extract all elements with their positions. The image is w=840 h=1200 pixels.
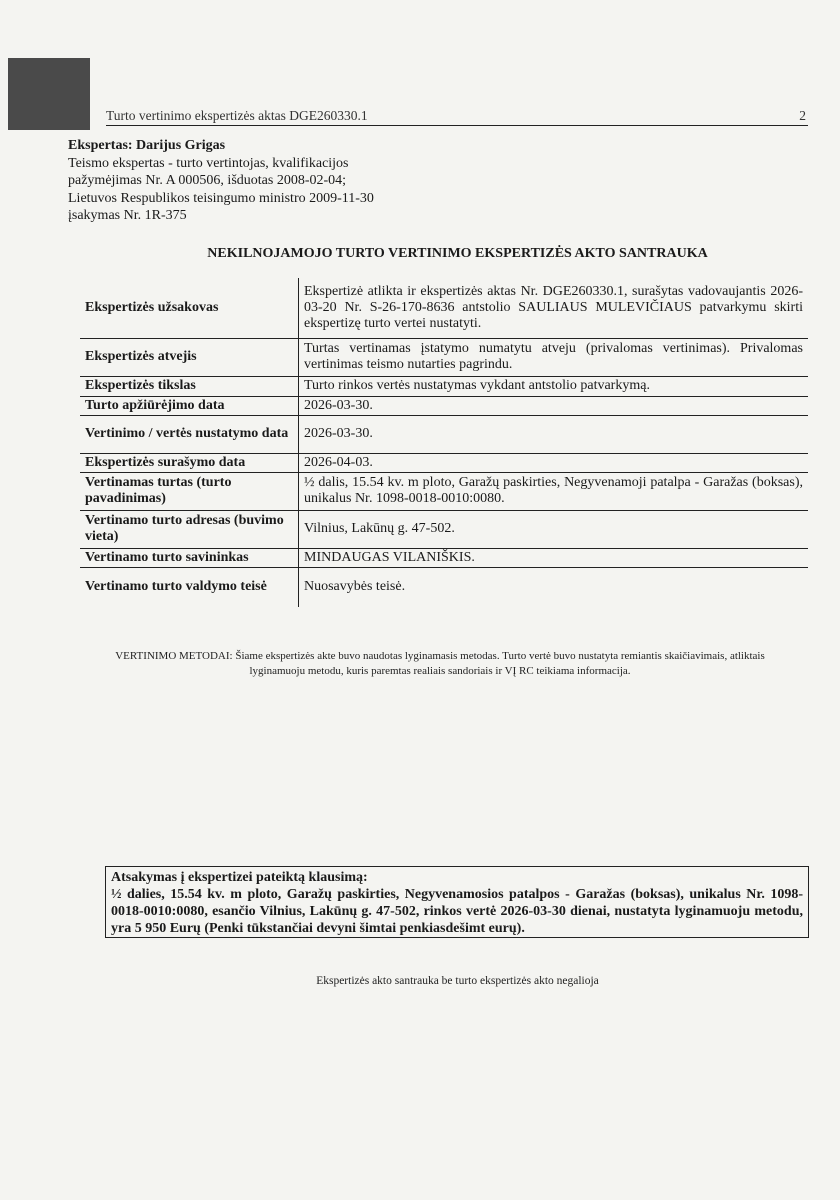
table-row — [80, 453, 808, 472]
scan-corner-mark — [8, 58, 90, 130]
table-row — [80, 510, 808, 548]
expert-line: Lietuvos Respublikos teisingumo ministro 2009-11-30 — [68, 190, 374, 206]
table-row — [80, 396, 808, 415]
row-label: Turto apžiūrėjimo data — [85, 397, 225, 413]
row-label: Vertinamo turto valdymo teisė — [85, 579, 267, 595]
row-value: Vilnius, Lakūnų g. 47-502. — [299, 510, 809, 548]
expert-line: Teismo ekspertas - turto vertintojas, kvalifikacijos — [68, 155, 349, 171]
row-value: 2026-04-03. — [299, 453, 809, 472]
section-title: NEKILNOJAMOJO TURTO VERTINIMO EKSPERTIZĖS AKTO SANTRAUKA — [207, 246, 708, 261]
row-label: Ekspertizės užsakovas — [85, 299, 219, 315]
row-value: Nuosavybės teisė. — [299, 567, 809, 607]
table-row — [80, 415, 808, 453]
expert-line: įsakymas Nr. 1R-375 — [68, 208, 187, 223]
header-title: Turto vertinimo ekspertizės aktas DGE260330.1 — [106, 108, 368, 123]
valuation-methods: VERTINIMO METODAI: Šiame ekspertizės akte buvo naudotas lyginamasis metodas. Turto vertė buvo nustatyta remiantis skaičiavimais, atliktais lyginamuoju metodu, kuris paremtas realiais sandoriais ir VĮ RC teikiama informacija. — [115, 650, 765, 677]
row-value: Ekspertizė atlikta ir ekspertizės aktas Nr. DGE260330.1, surašytas vadovaujantis 2026-03-20 Nr. S-26-170-8636 antstolio SAULIAUS MULEVIČIAUS patvarkymu skirti ekspertizę turto vertei nustatyti. — [299, 278, 809, 338]
row-label: Vertinamo turto savininkas — [85, 549, 249, 565]
row-value: MINDAUGAS VILANIŠKIS. — [299, 548, 809, 567]
row-value: 2026-03-30. — [299, 396, 809, 415]
table-row — [80, 278, 808, 338]
answer-heading: Atsakymas į ekspertizei pateiktą klausimą: — [111, 870, 368, 885]
page-header — [106, 106, 808, 126]
row-label: Vertinamas turtas (turto pavadinimas) — [85, 475, 232, 506]
table-row — [80, 472, 808, 510]
row-label: Ekspertizės tikslas — [85, 378, 196, 393]
row-value: Turtas vertinamas įstatymo numatytu atveju (privalomas vertinimas). Privalomas vertinimas teismo nutarties pagrindu. — [299, 338, 809, 376]
row-label: Ekspertizės surašymo data — [85, 454, 246, 470]
row-value: ½ dalis, 15.54 kv. m ploto, Garažų paskirties, Negyvenamoji patalpa - Garažas (boksas), unikalus Nr. 1098-0018-0010:0080. — [299, 472, 809, 510]
row-label: Vertinimo / vertės nustatymo data — [85, 426, 289, 441]
table-row — [80, 338, 808, 376]
row-value: 2026-03-30. — [299, 415, 809, 453]
expert-name: Ekspertas: Darijus Grigas — [68, 138, 226, 153]
answer-text: ½ dalies, 15.54 kv. m ploto, Garažų paskirties, Negyvenamosios patalpos - Garažas (boksas), unikalus Nr. 1098-0018-0010:0080, esančio Vilnius, Lakūnų g. 47-502, rinkos vertė 2026-03-30 dienai, nustatyta lyginamuoju metodu, yra 5 950 Eurų (Penki tūkstančiai devyni šimtai penkiasdešimt eurų). — [111, 887, 803, 936]
row-label: Ekspertizės atvejis — [85, 349, 197, 364]
expert-info — [68, 137, 374, 225]
summary-table — [80, 278, 808, 607]
table-row — [80, 567, 808, 607]
table-row — [80, 548, 808, 567]
answer-box — [105, 866, 809, 938]
footer-note: Ekspertizės akto santrauka be turto ekspertizės akto negalioja — [316, 975, 599, 987]
expert-line: pažymėjimas Nr. A 000506, išduotas 2008-02-04; — [68, 173, 347, 188]
row-label: Vertinamo turto adresas (buvimo vieta) — [85, 513, 284, 544]
row-value: Turto rinkos vertės nustatymas vykdant antstolio patvarkymą. — [299, 376, 809, 396]
table-row — [80, 376, 808, 396]
page-number: 2 — [799, 108, 806, 123]
